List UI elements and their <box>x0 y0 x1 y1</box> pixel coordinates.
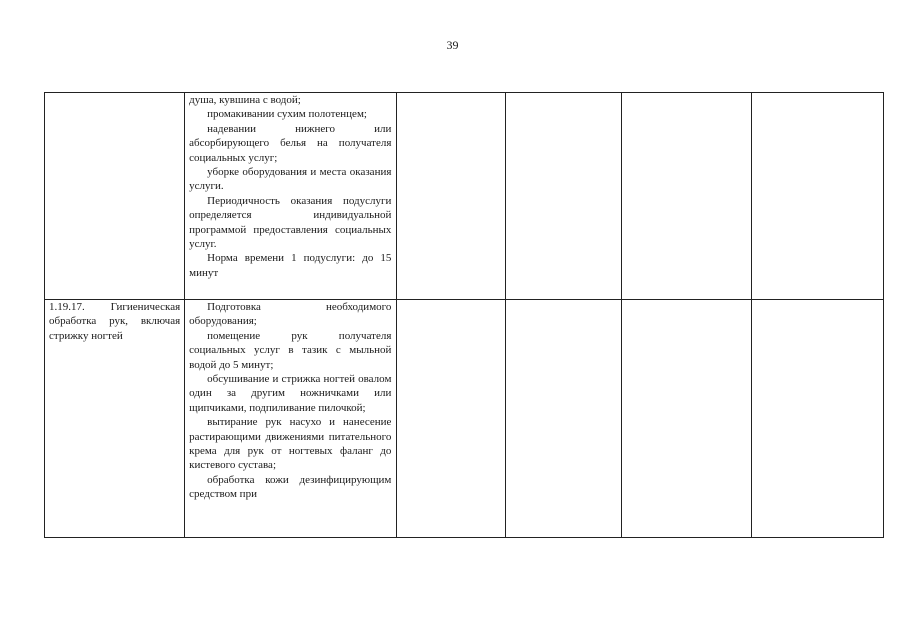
description-paragraph: вытирание рук насухо и нанесение растирающими движениями питательного крема для рук от ногтевых фаланг до кистевого сустава; <box>189 416 392 472</box>
service-description-cell <box>185 300 397 538</box>
description-paragraph: уборке оборудования и места оказания услуги. <box>189 166 392 193</box>
empty-cell <box>397 300 505 538</box>
empty-cell <box>505 93 621 300</box>
description-paragraph: промакивании сухим полотенцем; <box>207 108 367 121</box>
empty-cell <box>751 300 883 538</box>
description-paragraph: обсушивание и стрижка ногтей овалом один за другим ножничками или щипчиками, подпиливание пилочкой; <box>189 373 392 414</box>
description-paragraph: надевании нижнего или абсорбирующего белья на получателя социальных услуг; <box>189 122 392 164</box>
empty-cell <box>621 93 751 300</box>
services-table <box>44 92 884 538</box>
table-row <box>45 93 884 300</box>
service-name-cell <box>45 93 185 300</box>
service-description-cell <box>185 93 397 300</box>
page-number: 39 <box>446 38 459 52</box>
description-paragraph: Подготовка необходимого оборудования; <box>189 301 392 328</box>
service-name-cell: 1.19.17. Гигиеническая обработка рук, включая стрижку ногтей <box>45 300 185 538</box>
description-paragraph: обработка кожи дезинфицирующим средством при <box>189 473 392 501</box>
empty-cell <box>751 93 883 300</box>
description-paragraph: Периодичность оказания подуслуги определяется индивидуальной программой предоставления социальных услуг. <box>189 194 392 251</box>
empty-cell <box>621 300 751 538</box>
empty-cell <box>397 93 505 300</box>
description-paragraph: душа, кувшина с водой; <box>189 94 301 106</box>
table-row <box>45 300 884 538</box>
empty-cell <box>505 300 621 538</box>
description-paragraph: Норма времени 1 подуслуги: до 15 минут <box>189 252 392 279</box>
description-paragraph: помещение рук получателя социальных услуг в тазик с мыльной водой до 5 минут; <box>189 329 392 371</box>
